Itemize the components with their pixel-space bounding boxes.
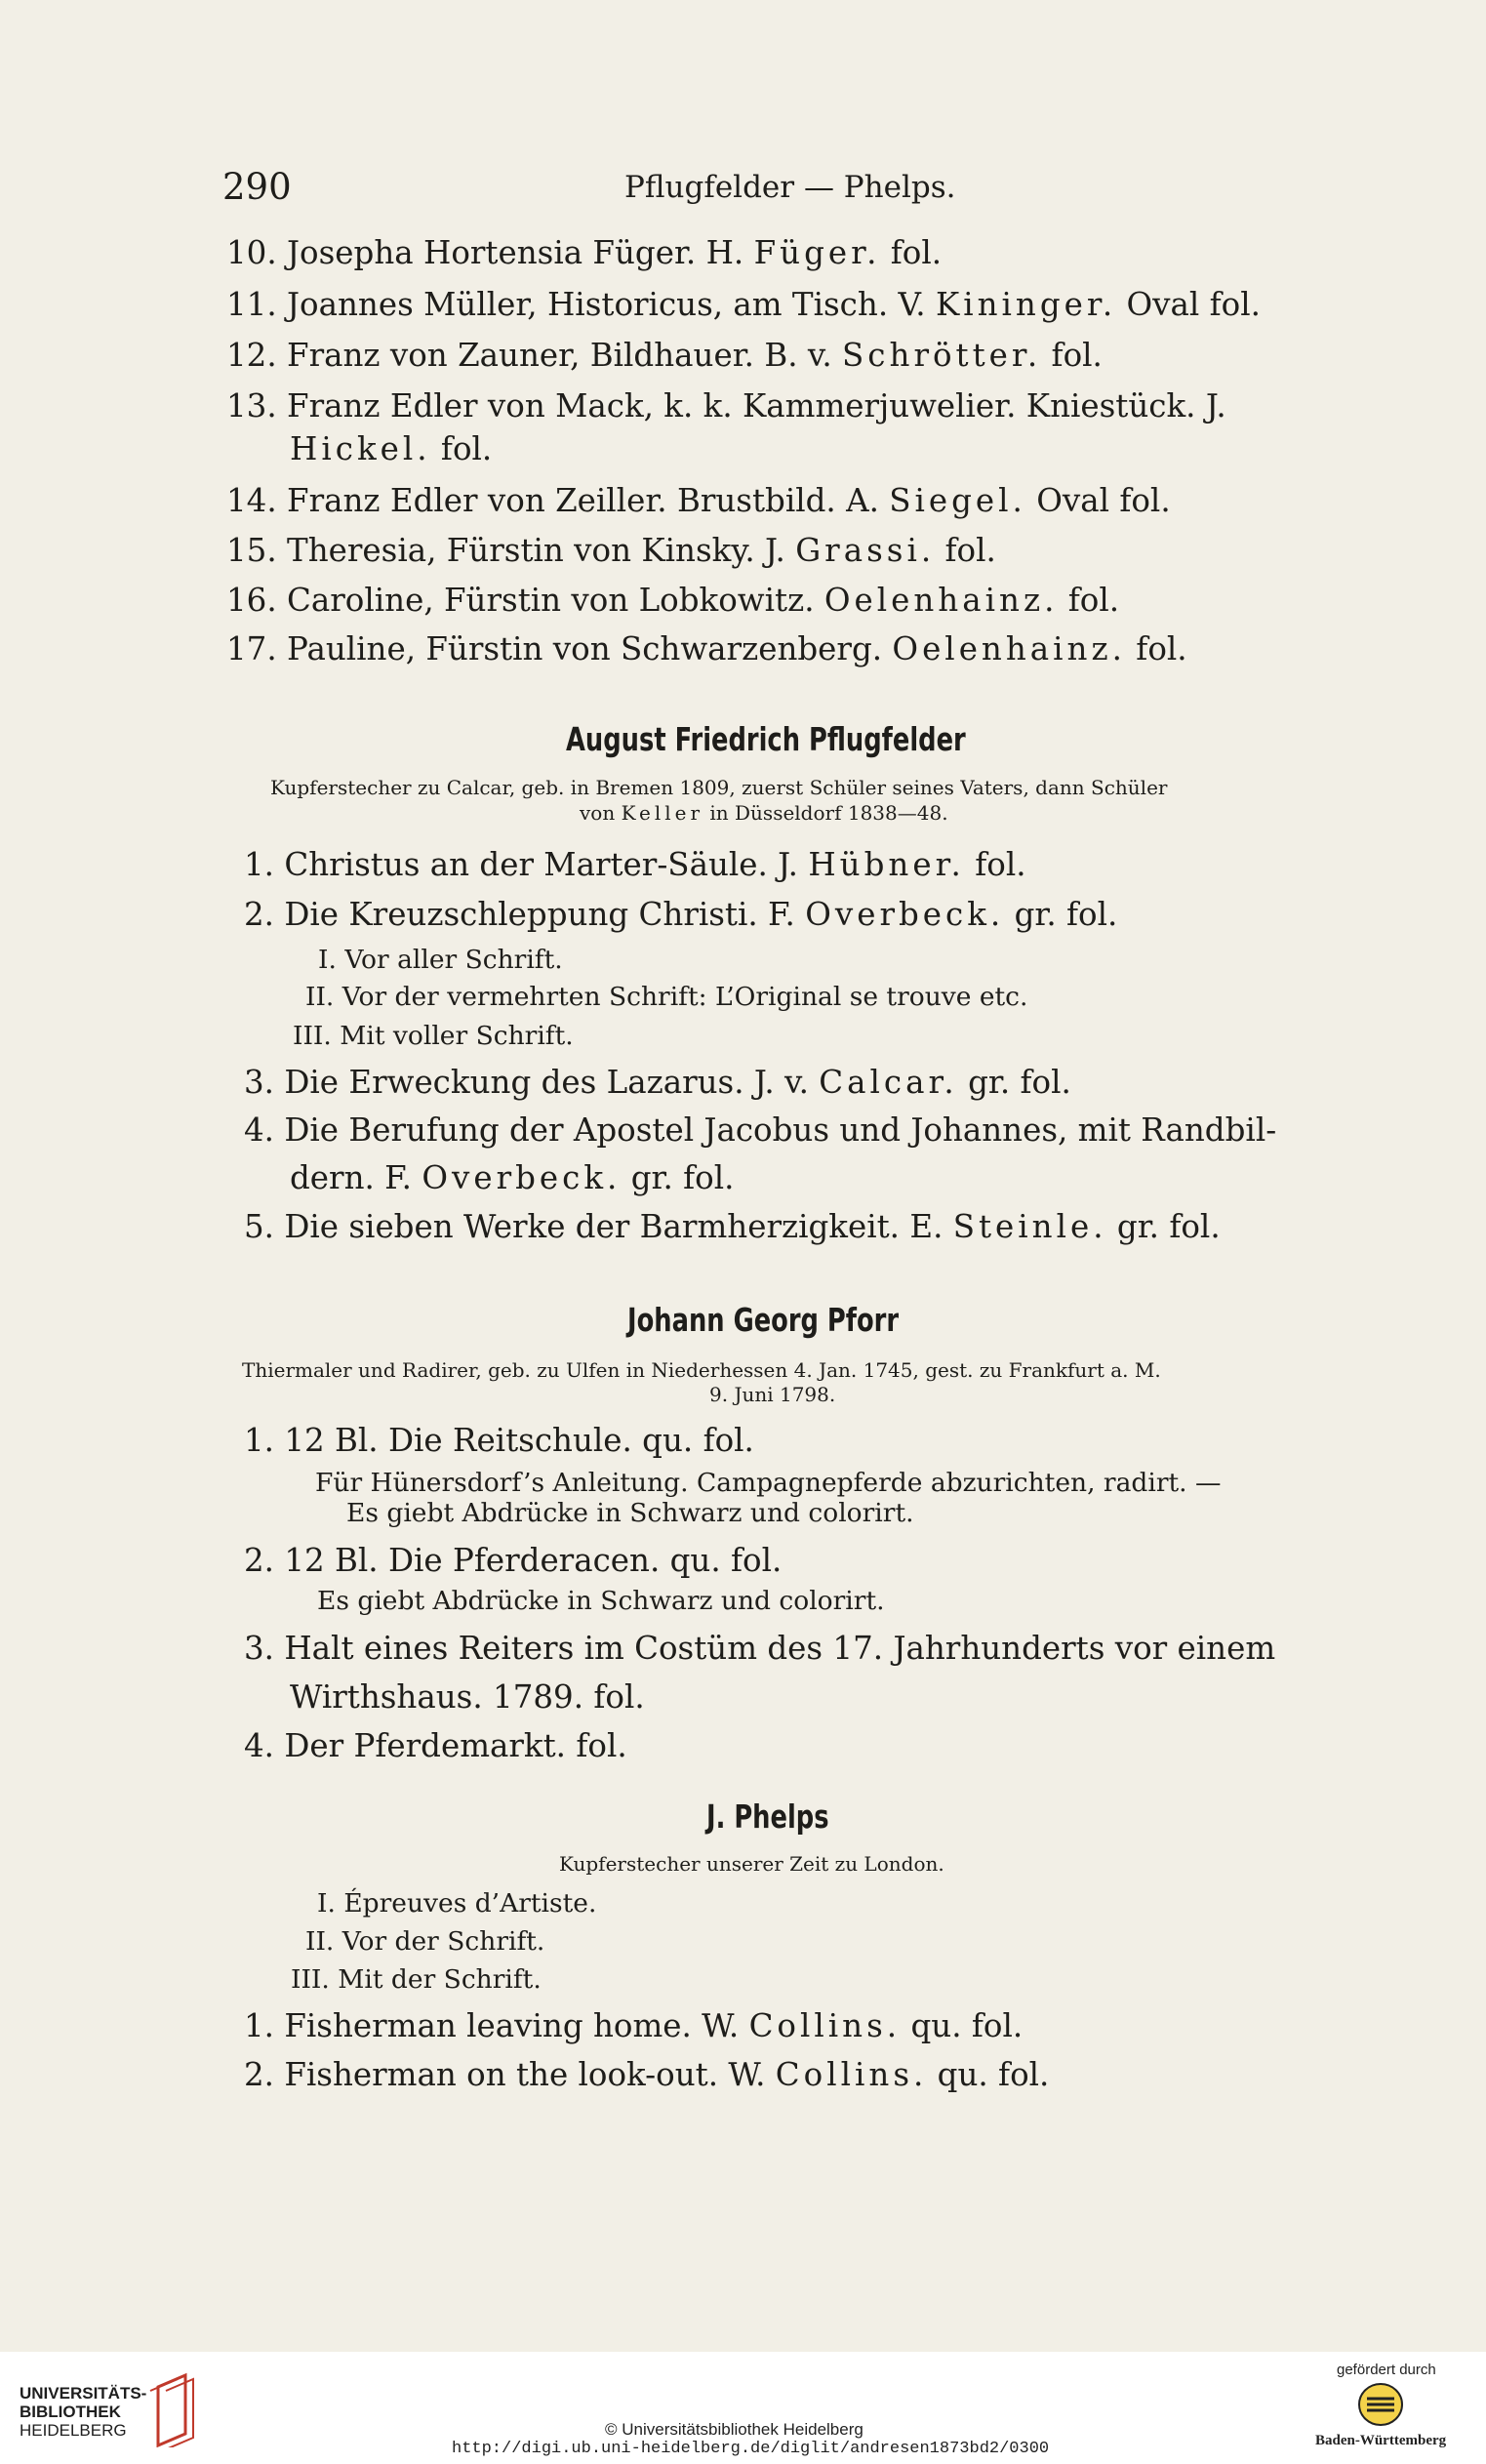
list-item: 3. Die Erweckung des Lazarus. J. v. Calcar. gr. fol. [244, 1064, 1071, 1101]
section-bio: von Keller in Düsseldorf 1838—48. [580, 801, 948, 825]
entry-note: Für Hünersdorf’s Anleitung. Campagnepferde abzurichten, radirt. — [315, 1468, 1222, 1498]
list-item: 1. 12 Bl. Die Reitschule. qu. fol. [244, 1422, 754, 1459]
section-bio: 9. Juni 1798. [709, 1383, 836, 1406]
list-item-continuation: dern. F. Overbeck. gr. fol. [290, 1159, 735, 1196]
state-note: II. Vor der Schrift. [305, 1926, 545, 1957]
state-note: III. Mit der Schrift. [291, 1964, 542, 1995]
list-item-continuation: Hickel. fol. [290, 430, 493, 467]
state-note: I. Vor aller Schrift. [318, 945, 563, 975]
section-bio: Thiermaler und Radirer, geb. zu Ulfen in Niederhessen 4. Jan. 1745, gest. zu Frankfurt a. M. [242, 1358, 1161, 1382]
list-item: 12. Franz von Zauner, Bildhauer. B. v. Schrötter. fol. [226, 337, 1103, 374]
page-number: 290 [222, 166, 292, 208]
state-crest-icon [1356, 2381, 1405, 2428]
list-item: 2. Fisherman on the look-out. W. Collins. qu. fol. [244, 2056, 1050, 2093]
library-logo-text: UNIVERSITÄTS- BIBLIOTHEK HEIDELBERG [20, 2384, 147, 2440]
list-item-continuation: Wirthshaus. 1789. fol. [290, 1678, 645, 1716]
sponsor-label: gefördert durch [1337, 2362, 1436, 2378]
list-item: 4. Die Berufung der Apostel Jacobus und Johannes, mit Randbil- [244, 1111, 1277, 1149]
list-item: 2. Die Kreuzschleppung Christi. F. Overbeck. gr. fol. [244, 896, 1118, 933]
list-item: 15. Theresia, Fürstin von Kinsky. J. Grassi. fol. [226, 532, 996, 569]
entry-note: Es giebt Abdrücke in Schwarz und colorirt. [346, 1498, 914, 1528]
list-item: 13. Franz Edler von Mack, k. k. Kammerjuwelier. Kniestück. J. [226, 387, 1226, 424]
state-note: II. Vor der vermehrten Schrift: L’Original se trouve etc. [305, 982, 1028, 1012]
list-item: 1. Christus an der Marter-Säule. J. Hübner. fol. [244, 846, 1026, 883]
library-logo-icon [144, 2371, 205, 2447]
list-item: 16. Caroline, Fürstin von Lobkowitz. Oelenhainz. fol. [226, 582, 1120, 619]
copyright-text: © Universitätsbibliothek Heidelberg [605, 2420, 863, 2439]
list-item: 14. Franz Edler von Zeiller. Brustbild. A. Siegel. Oval fol. [226, 482, 1171, 519]
section-heading: J. Phelps [706, 1798, 829, 1836]
running-title: Pflugfelder — Phelps. [624, 170, 956, 205]
state-note: III. Mit voller Schrift. [293, 1021, 574, 1051]
section-heading: August Friedrich Pflugfelder [566, 720, 966, 758]
sponsor-name: Baden-Württemberg [1315, 2433, 1447, 2448]
state-note: I. Épreuves d’Artiste. [317, 1888, 597, 1919]
list-item: 1. Fisherman leaving home. W. Collins. qu. fol. [244, 2007, 1024, 2044]
list-item: 10. Josepha Hortensia Füger. H. Füger. fol. [226, 234, 943, 271]
section-heading: Johann Georg Pforr [627, 1301, 900, 1339]
source-url-link[interactable]: http://digi.ub.uni-heidelberg.de/diglit/andresen1873bd2/0300 [452, 2440, 1050, 2458]
list-item: 5. Die sieben Werke der Barmherzigkeit. E. Steinle. gr. fol. [244, 1208, 1221, 1245]
list-item: 11. Joannes Müller, Historicus, am Tisch. V. Kininger. Oval fol. [226, 286, 1261, 323]
section-bio: Kupferstecher zu Calcar, geb. in Bremen 1809, zuerst Schüler seines Vaters, dann Schüler [270, 776, 1168, 799]
list-item: 17. Pauline, Fürstin von Schwarzenberg. Oelenhainz. fol. [226, 630, 1187, 667]
list-item: 4. Der Pferdemarkt. fol. [244, 1727, 627, 1764]
entry-note: Es giebt Abdrücke in Schwarz und colorirt. [317, 1586, 885, 1616]
list-item: 2. 12 Bl. Die Pferderacen. qu. fol. [244, 1542, 783, 1579]
section-bio: Kupferstecher unserer Zeit zu London. [559, 1852, 944, 1876]
list-item: 3. Halt eines Reiters im Costüm des 17. Jahrhunderts vor einem [244, 1630, 1276, 1667]
